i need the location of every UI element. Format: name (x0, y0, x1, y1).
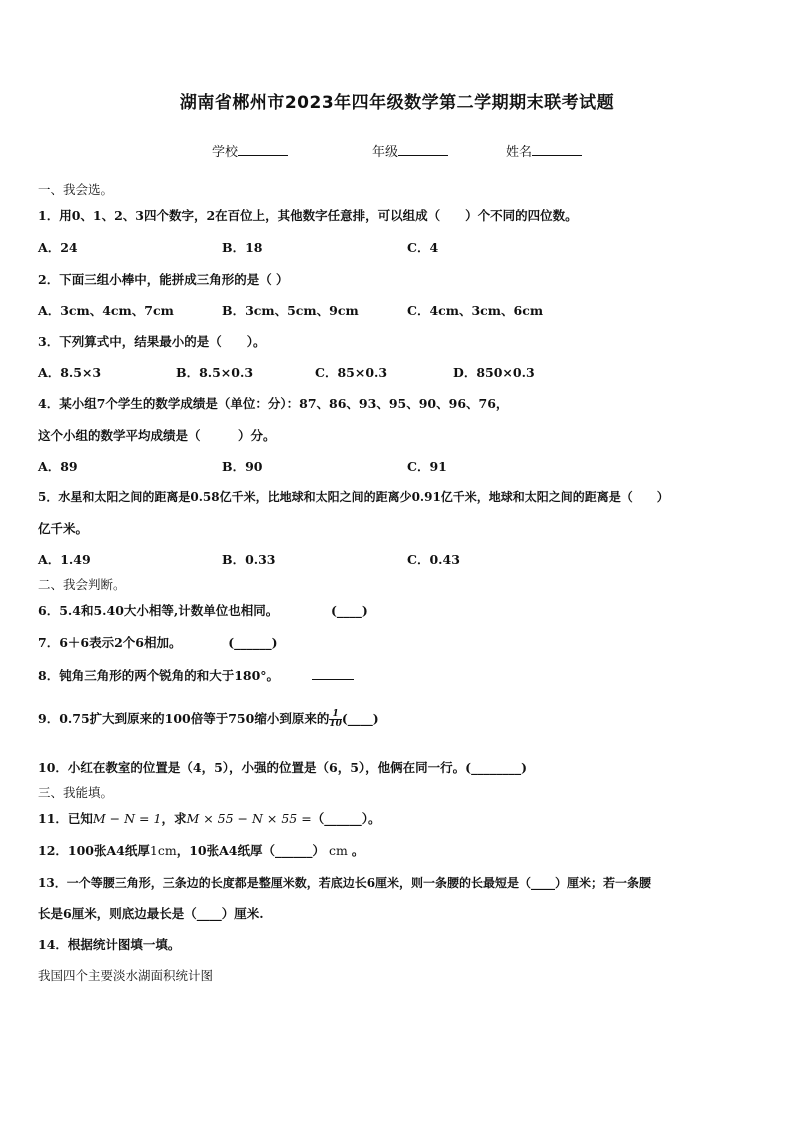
q4-option-b[interactable]: B．90 (222, 459, 263, 474)
grade-label: 年级 (372, 145, 399, 160)
q1-option-a[interactable]: A．24 (38, 240, 78, 255)
question-6 (38, 603, 368, 619)
q2-option-b[interactable]: B．3cm、5cm、9cm (222, 303, 359, 318)
q2-option-a[interactable]: A．3cm、4cm、7cm (38, 303, 174, 318)
question-9 (38, 710, 379, 729)
q3-option-d[interactable]: D．850×0.3 (453, 365, 535, 380)
question-4-line-2: 这个小组的数学平均成绩是（ ）分。 (38, 428, 276, 443)
q9-text: 9．0.75扩大到原来的100倍等于750缩小到原来的 (38, 711, 330, 726)
question-11: 11．已知M − N = 1，求M × 55 − N × 55 =（______）。 (38, 811, 381, 826)
school-blank[interactable] (238, 143, 288, 156)
chart-caption: 我国四个主要淡水湖面积统计图 (38, 968, 214, 983)
q3-option-c[interactable]: C．85×0.3 (315, 365, 388, 380)
section-heading-fill: 三、我能填。 (38, 785, 114, 800)
question-5-line-1: 5．水星和太阳之间的距离是0.58亿千米，比地球和太阳之间的距离少0.91亿千米，地球和太阳之间的距离是（ ） (38, 490, 669, 504)
q12-answer-blank[interactable]: ，10张A4纸厚（______） (176, 843, 325, 858)
q5-option-a[interactable]: A．1.49 (38, 552, 91, 567)
school-field[interactable] (212, 141, 288, 160)
grade-field[interactable] (372, 141, 448, 160)
q6-text: 6．5.4和5.40大小相等,计数单位也相同。 (38, 603, 279, 618)
grade-blank[interactable] (398, 143, 448, 156)
q8-text: 8．钝角三角形的两个锐角的和大于180°。 (38, 668, 280, 683)
question-1: 1．用0、1、2、3四个数字，2在百位上，其他数字任意排，可以组成（ ）个不同的四位数。 (38, 208, 578, 223)
q8-answer-blank[interactable] (312, 667, 354, 680)
q6-answer-blank[interactable]: (____) (330, 603, 368, 618)
question-4-line-1: 4．某小组7个学生的数学成绩是（单位：分）：87、86、93、95、90、96、76， (38, 396, 509, 411)
q3-option-b[interactable]: B．8.5×0.3 (176, 365, 254, 380)
q9-answer-blank[interactable]: (____) (341, 711, 379, 726)
q3-option-a[interactable]: A．8.5×3 (38, 365, 102, 380)
question-13-line-2: 长是6厘米，则底边最长是（____）厘米. (38, 906, 264, 921)
q5-option-c[interactable]: C．0.43 (407, 552, 460, 567)
question-3: 3．下列算式中，结果最小的是（ ）。 (38, 334, 266, 349)
question-14: 14．根据统计图填一填。 (38, 937, 181, 952)
question-7 (38, 635, 278, 651)
question-12: 12．100张A4纸厚1cm，10张A4纸厚（______） cm 。 (38, 843, 365, 858)
unit-1cm: 1cm (149, 843, 177, 858)
section-heading-judge: 二、我会判断。 (38, 577, 126, 592)
q1-option-b[interactable]: B．18 (222, 240, 263, 255)
question-8 (38, 667, 354, 684)
equation-m-minus-n: M − N = 1 (92, 811, 162, 826)
name-label: 姓名 (506, 145, 533, 160)
equation-expression: M × 55 − N × 55 = (186, 811, 312, 826)
q2-option-c[interactable]: C．4cm、3cm、6cm (407, 303, 544, 318)
q7-answer-blank[interactable]: (______) (228, 635, 278, 650)
q5-option-b[interactable]: B．0.33 (222, 552, 276, 567)
question-5-line-2: 亿千米。 (38, 521, 89, 536)
fraction-one-tenth: $\frac{1}{10}$ (329, 709, 342, 729)
q4-option-a[interactable]: A．89 (38, 459, 78, 474)
question-2: 2．下面三组小棒中，能拼成三角形的是（ ） (38, 272, 289, 287)
question-13-line-1: 13．一个等腰三角形，三条边的长度都是整厘米数，若底边长6厘米，则一条腰的长最短是（____）厘米；若一条腰 (38, 876, 652, 890)
q4-option-c[interactable]: C．91 (407, 459, 447, 474)
q7-text: 7．6＋6表示2个6相加。 (38, 635, 182, 650)
question-10: 10．小红在教室的位置是（4，5），小强的位置是（6，5），他俩在同一行。(________) (38, 760, 528, 775)
page-title: 湖南省郴州市2023年四年级数学第二学期期末联考试题 (179, 93, 615, 113)
name-field[interactable] (506, 141, 582, 160)
section-heading-choice: 一、我会选。 (38, 182, 114, 197)
q11-answer-blank[interactable]: （______）。 (311, 811, 381, 826)
unit-cm: cm (329, 843, 348, 858)
q1-option-c[interactable]: C．4 (407, 240, 439, 255)
name-blank[interactable] (532, 143, 582, 156)
school-label: 学校 (212, 145, 239, 160)
